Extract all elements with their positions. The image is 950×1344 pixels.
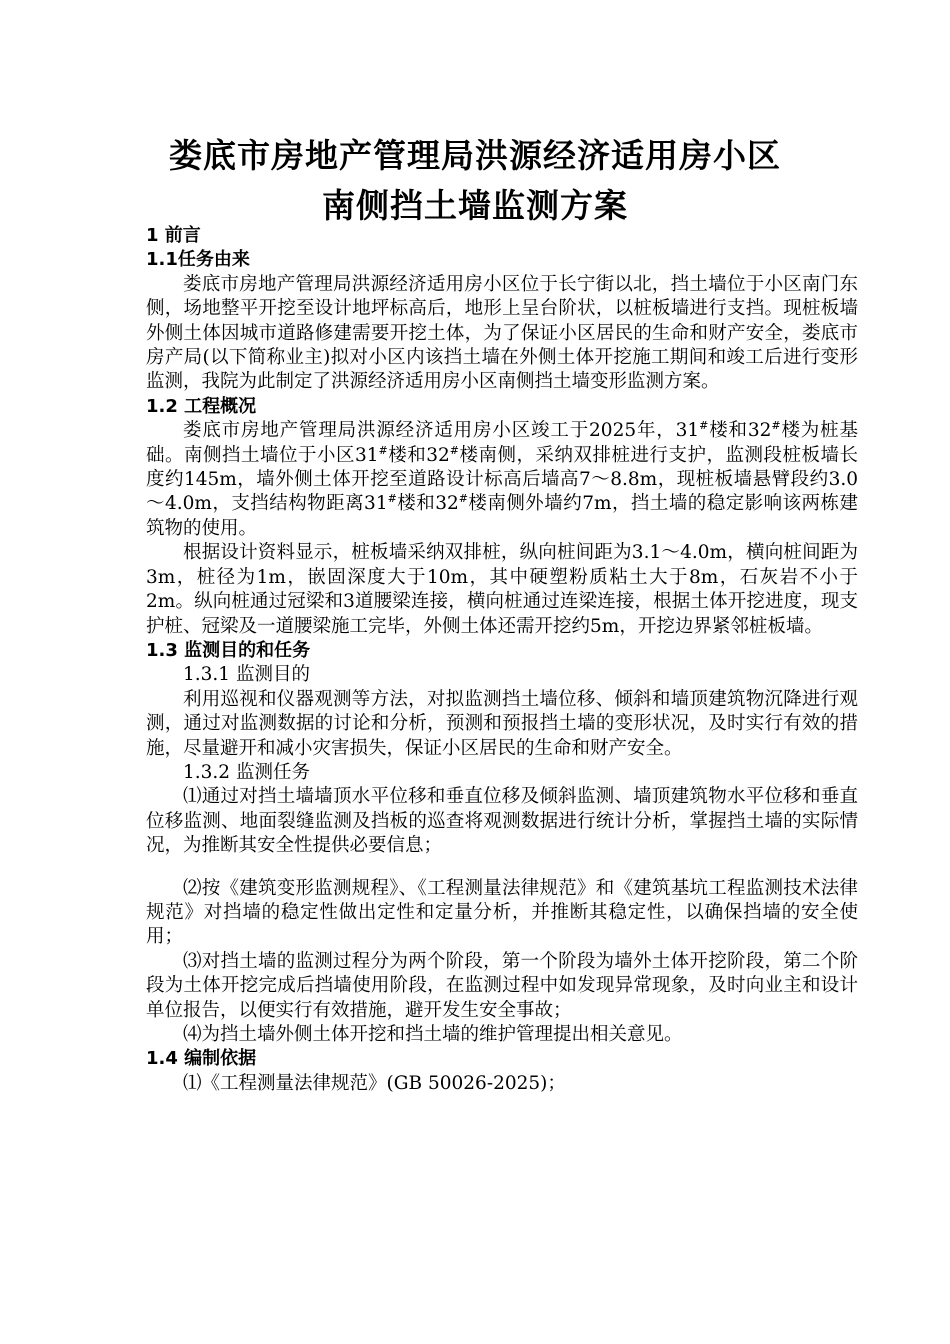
list-item-task-4: ⑷为挡土墙外侧土体开挖和挡土墙的维护管理提出相关意见。 <box>183 1024 683 1045</box>
building-number-mark: # <box>378 443 388 457</box>
section-heading-1-1: 1.1任务由来 <box>146 249 250 271</box>
section-heading-1-3: 1.3 监测目的和任务 <box>146 639 311 661</box>
list-item-task-2: ⑵按《建筑变形监测规程》、《工程测量法律规范》和《建筑基坑工程监测技术法律规范》对挡墙的稳定性做出定性和定量分析，并推断其稳定性，以确保挡墙的安全使用； <box>146 877 858 948</box>
building-number-mark: # <box>699 419 709 433</box>
paragraph-task-origin: 娄底市房地产管理局洪源经济适用房小区位于长宁街以北，挡土墙位于小区南门东侧，场地整平开挖至设计地坪标高后，地形上呈台阶状，以桩板墙进行支挡。现桩板墙外侧土体因城市道路修建需要开挖土体，为了保证小区居民的生命和财产安全，娄底市房产局(以下简称业主)拟对小区内该挡土墙在外侧土体开挖施工期间和竣工后进行变形监测，我院为此制定了洪源经济适用房小区南侧挡土墙变形监测方案。 <box>146 273 858 393</box>
list-item-task-3: ⑶对挡土墙的监测过程分为两个阶段，第一个阶段为墙外土体开挖阶段，第二个阶段为土体开挖完成后挡墙使用阶段，在监测过程中如发现异常现象，及时向业主和设计单位报告，以便实行有效措施，避开发生安全事故； <box>146 950 858 1021</box>
building-number-mark: # <box>387 492 397 506</box>
building-number-mark: # <box>458 492 468 506</box>
subsection-heading-1-3-2: 1.3.2 监测任务 <box>183 761 310 783</box>
document-body <box>146 224 858 1096</box>
paragraph-monitoring-purpose: 利用巡视和仪器观测等方法，对拟监测挡土墙位移、倾斜和墙顶建筑物沉降进行观测，通过对监测数据的讨论和分析，预测和预报挡土墙的变形状况，及时实行有效的措施，尽量避开和减小灾害损失，保证小区居民的生命和财产安全。 <box>146 688 858 759</box>
subsection-heading-1-3-1: 1.3.1 监测目的 <box>183 664 310 686</box>
building-number-mark: # <box>771 419 781 433</box>
document-title-line1: 娄底市房地产管理局洪源经济适用房小区 <box>169 136 781 175</box>
paragraph-project-overview: 娄底市房地产管理局洪源经济适用房小区竣工于2025年，31#楼和32#楼为桩基础。南侧挡土墙位于小区31#楼和32#楼南侧，采纳双排桩进行支护，监测段桩板墙长度约145m，墙外侧土体开挖至道路设计标高后墙高7～8.8m，现桩板墙悬臂段约3.0～4.0m，支挡结构物距离31#楼和32#楼南侧外墙约7m，挡土墙的稳定影响该两栋建筑物的使用。 <box>146 419 858 539</box>
document-title-line2: 南侧挡土墙监测方案 <box>322 186 628 225</box>
section-heading-1: 1 前言 <box>146 225 201 246</box>
paragraph-design-data: 根据设计资料显示，桩板墙采纳双排桩，纵向桩间距为3.1～4.0m，横向桩间距为3m，桩径为1m，嵌固深度大于10m，其中硬塑粉质粘土大于8m，石灰岩不小于2m。纵向桩通过冠梁和3道腰梁连接，横向桩通过连梁连接，根据土体开挖进度，现支护桩、冠梁及一道腰梁施工完毕，外侧土体还需开挖约5m，开挖边界紧邻桩板墙。 <box>146 542 858 637</box>
list-item-task-1: ⑴通过对挡土墙墙顶水平位移和垂直位移及倾斜监测、墙顶建筑物水平位移和垂直位移监测、地面裂缝监测及挡板的巡查将观测数据进行统计分析，掌握挡土墙的实际情况，为推断其安全性提供必要信息； <box>146 786 858 857</box>
spacer <box>146 859 858 877</box>
list-item-basis-1: ⑴《工程测量法律规范》(GB 50026-2025)； <box>183 1072 566 1094</box>
section-heading-1-2: 1.2 工程概况 <box>146 395 257 417</box>
section-heading-1-4: 1.4 编制依据 <box>146 1048 257 1070</box>
building-number-mark: # <box>449 443 460 457</box>
